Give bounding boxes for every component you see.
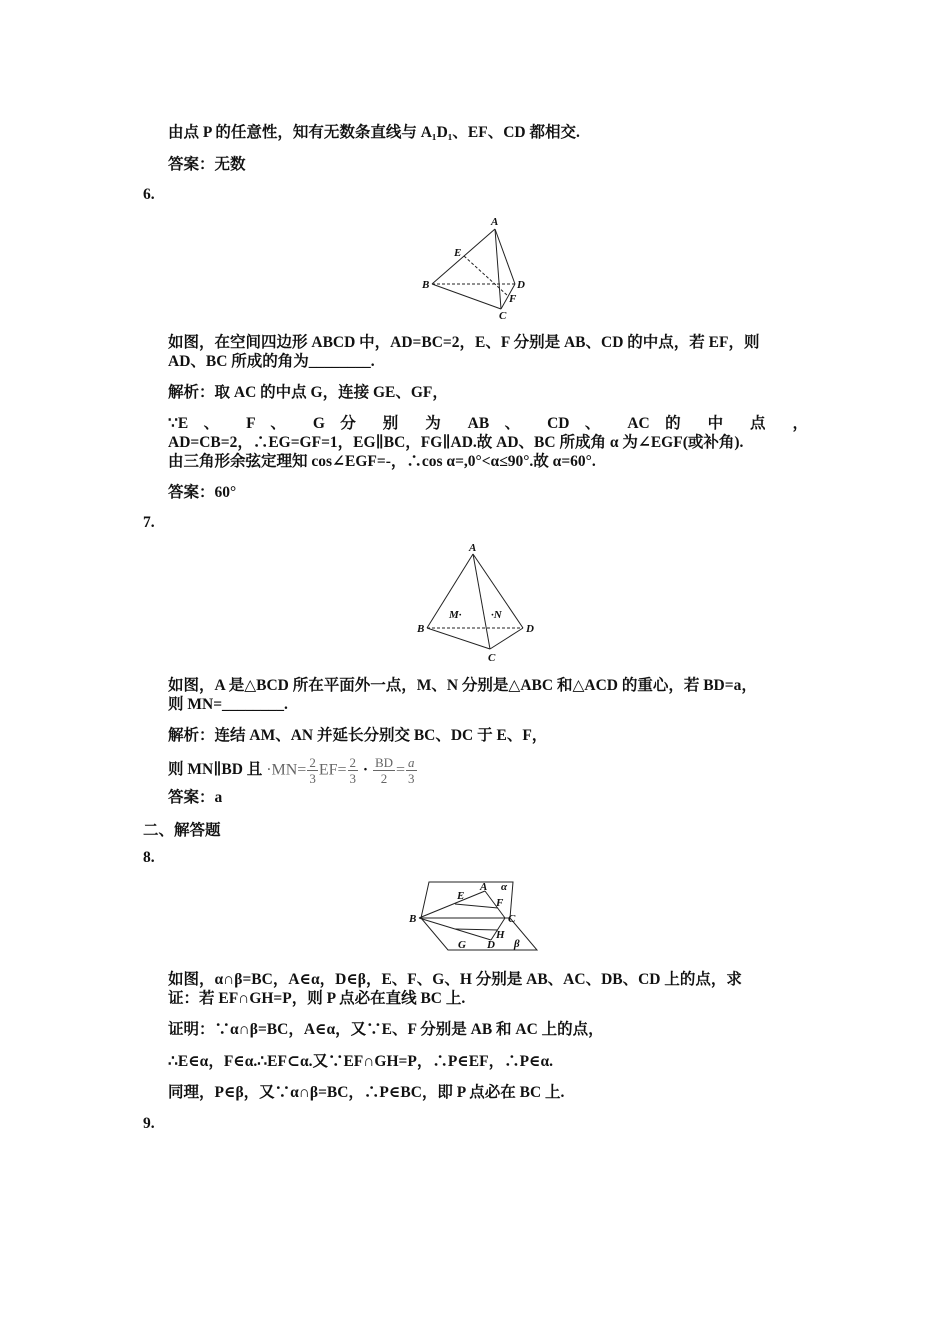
q7-edge-bc bbox=[427, 628, 490, 649]
q7-edge-ac bbox=[473, 554, 490, 649]
q7-label-n: ·N bbox=[491, 609, 502, 621]
q7-analysis-prefix: 则 MN∥BD 且 bbox=[168, 761, 263, 778]
q6-edge-ad bbox=[495, 229, 515, 284]
q6-analysis-line1: 解析：取 AC 的中点 G，连接 GE、GF， bbox=[168, 384, 448, 401]
q7-analysis-line2 bbox=[168, 752, 808, 788]
q7-analysis-line1: 解析：连结 AM、AN 并延长分别交 BC、DC 于 E、F， bbox=[168, 727, 548, 744]
q7-number: 7. bbox=[143, 514, 155, 531]
q8-proof-line2: ∴E∈α，F∈α.∴EF⊂α.又∵EF∩GH=P，∴P∈EF，∴P∈α. bbox=[168, 1053, 554, 1070]
q6-segment-ef bbox=[464, 256, 508, 296]
q7-f4-numerator: a bbox=[408, 754, 415, 770]
q7-answer: 答案：a bbox=[168, 789, 223, 806]
q6-label-c: C bbox=[499, 310, 507, 322]
q7-label-b: B bbox=[417, 623, 425, 635]
q7-f2-denominator: 3 bbox=[349, 770, 357, 786]
q7-problem-line2: 则 MN=________. bbox=[168, 696, 288, 713]
section-heading: 二、解答题 bbox=[143, 822, 221, 839]
q7-formula-equals: = bbox=[396, 761, 406, 779]
q6-label-b: B bbox=[422, 279, 430, 291]
q7-formula-dot: · bbox=[362, 761, 369, 779]
q8-proof-line1: 证明：∵α∩β=BC，A∈α，又∵E、F 分别是 AB 和 AC 上的点， bbox=[168, 1021, 604, 1038]
q6-tetrahedron-figure bbox=[418, 212, 533, 322]
q8-label-c: C bbox=[508, 913, 516, 925]
q8-proof-line3: 同理，P∈β，又∵α∩β=BC，∴P∈BC，即 P 点必在 BC 上. bbox=[168, 1084, 565, 1101]
q6-answer: 答案：60° bbox=[168, 484, 237, 501]
q8-label-b: B bbox=[409, 913, 417, 925]
q7-f3-denominator: 2 bbox=[380, 770, 388, 786]
q6-analysis-line2: ∵E 、 F 、 G 分 别 为 AB 、 CD 、 AC 的 中 点 ， bbox=[168, 415, 808, 432]
prev-answer: 答案：无数 bbox=[168, 156, 246, 173]
q7-formula-fraction-1 bbox=[307, 755, 318, 786]
q7-f2-numerator: 2 bbox=[349, 754, 357, 770]
q8-label-beta: β bbox=[514, 938, 520, 950]
q7-problem-line1: 如图，A 是△BCD 所在平面外一点，M、N 分别是△ABC 和△ACD 的重心，若 BD=a， bbox=[168, 677, 757, 694]
q7-label-d: D bbox=[526, 623, 534, 635]
q8-label-d: D bbox=[487, 939, 495, 951]
q7-formula-fraction-2 bbox=[348, 755, 359, 786]
q7-formula-ef: EF= bbox=[318, 761, 347, 779]
q9-number: 9. bbox=[143, 1115, 155, 1132]
q6-label-e: E bbox=[454, 247, 462, 259]
q7-f1-denominator: 3 bbox=[309, 770, 316, 786]
q8-problem-line1: 如图，α∩β=BC，A∈α，D∈β，E、F、G、H 分别是 AB、AC、DB、CD 上的点，求 bbox=[168, 971, 742, 988]
q8-label-a: A bbox=[480, 881, 488, 893]
q8-planes-figure bbox=[405, 876, 545, 956]
q6-label-a: A bbox=[491, 216, 499, 228]
q7-label-c: C bbox=[488, 652, 496, 664]
q6-analysis-line4: 由三角形余弦定理知 cos∠EGF=-，∴cos α=,0°<α≤90°.故 α=60°. bbox=[168, 453, 596, 470]
q8-line-ef bbox=[455, 904, 498, 908]
q8-number: 8. bbox=[143, 849, 155, 866]
q6-edge-ab bbox=[432, 229, 495, 284]
q6-label-f: F bbox=[509, 293, 517, 305]
q7-f4-denominator: 3 bbox=[408, 770, 415, 786]
q7-label-a: A bbox=[469, 542, 477, 554]
q8-line-gh bbox=[455, 929, 498, 930]
prev-conclusion: 由点 P 的任意性，知有无数条直线与 A₁D₁、EF、CD 都相交. bbox=[168, 124, 580, 141]
q6-edge-bc bbox=[432, 284, 501, 309]
q7-f3-numerator: BD bbox=[374, 754, 394, 770]
q6-problem-line2: AD、BC 所成的角为________. bbox=[168, 353, 375, 370]
q6-analysis-line3: AD=CB=2，∴EG=GF=1，EG∥BC，FG∥AD.故 AD、BC 所成角 α 为∠EGF(或补角). bbox=[168, 434, 744, 451]
q8-line-ba bbox=[419, 891, 485, 918]
q8-label-alpha: α bbox=[501, 881, 508, 893]
q6-edge-ac bbox=[495, 229, 501, 309]
q7-f1-numerator: 2 bbox=[309, 754, 316, 770]
q7-formula-fraction-4 bbox=[406, 755, 417, 786]
q8-problem-line2: 证：若 EF∩GH=P，则 P 点必在直线 BC 上. bbox=[168, 990, 466, 1007]
q7-formula-mn: ·MN= bbox=[266, 761, 307, 779]
q8-label-e: E bbox=[457, 890, 465, 902]
q8-label-h: H bbox=[496, 929, 505, 941]
q7-edge-dc bbox=[490, 628, 523, 649]
q7-tetrahedron-figure bbox=[413, 540, 543, 665]
q7-formula-fraction-3 bbox=[373, 755, 395, 786]
q6-number: 6. bbox=[143, 186, 155, 203]
q8-label-f: F bbox=[496, 897, 504, 909]
q8-label-g: G bbox=[458, 939, 466, 951]
q6-label-d: D bbox=[517, 279, 525, 291]
q7-label-m: M· bbox=[449, 609, 462, 621]
q6-problem-line1: 如图，在空间四边形 ABCD 中，AD=BC=2，E、F 分别是 AB、CD 的中点，若 EF，则 bbox=[168, 334, 760, 351]
